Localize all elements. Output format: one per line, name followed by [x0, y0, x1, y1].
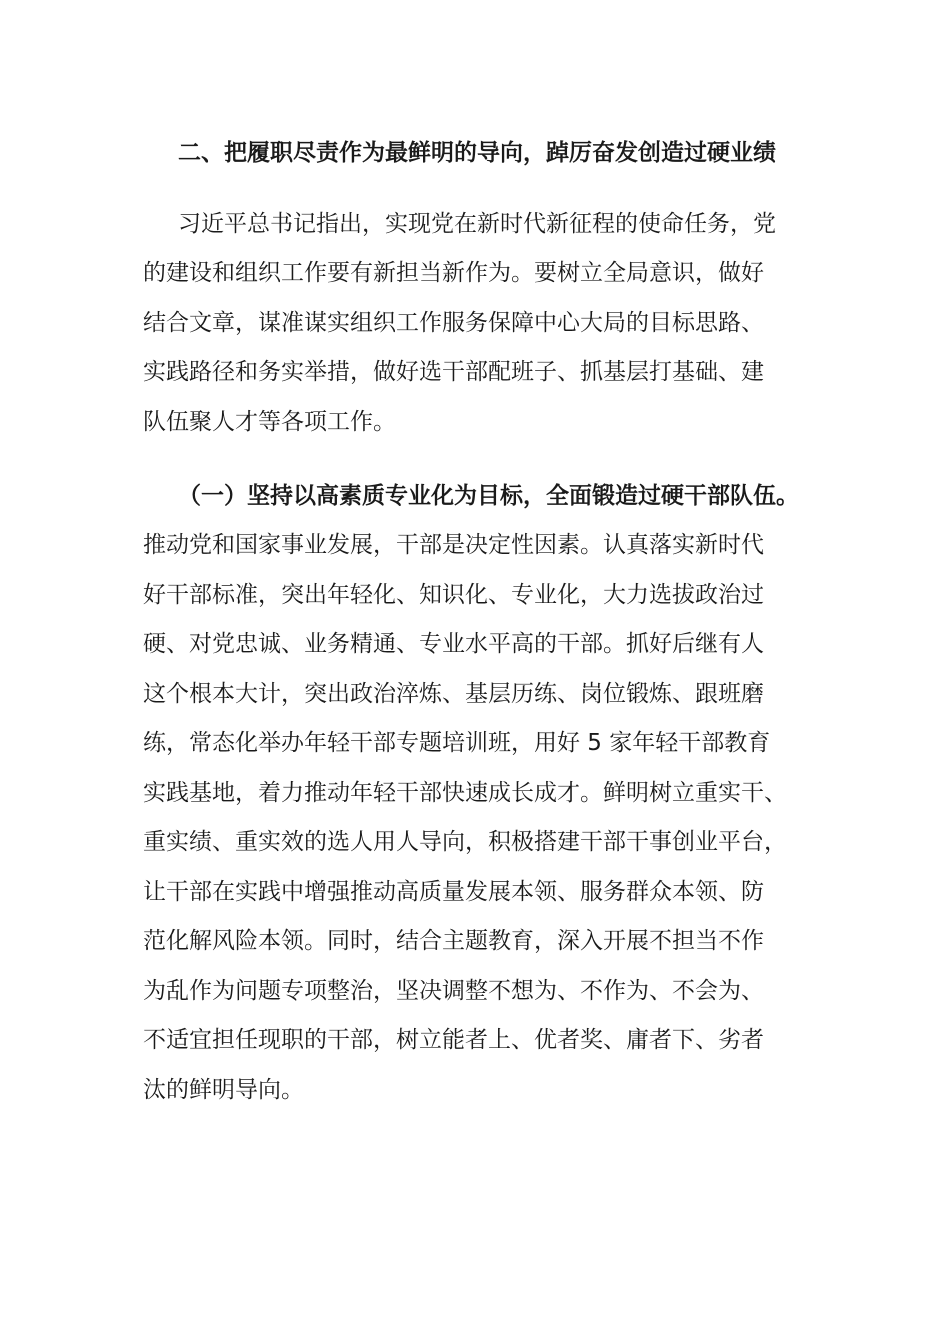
subheading: （一）坚持以高素质专业化为目标，全面锻造过硬干部队伍。: [178, 483, 799, 509]
paragraph-2-line: 范化解风险本领。同时，结合主题教育，深入开展不担当不作: [143, 928, 764, 954]
paragraph-2-line: 实践基地，着力推动年轻干部快速成长成才。鲜明树立重实干、: [143, 780, 787, 806]
paragraph-2-line: 练，常态化举办年轻干部专题培训班，用好 5 家年轻干部教育: [143, 730, 771, 756]
paragraph-2-line: 硬、对党忠诚、业务精通、专业水平高的干部。抓好后继有人: [143, 631, 764, 657]
paragraph-2-line: 推动党和国家事业发展，干部是决定性因素。认真落实新时代: [143, 532, 764, 558]
paragraph-2-line: 这个根本大计，突出政治淬炼、基层历练、岗位锻炼、跟班磨: [143, 681, 764, 707]
paragraph-2-line: 好干部标准，突出年轻化、知识化、专业化，大力选拔政治过: [143, 582, 764, 608]
paragraph-2-line: 重实绩、重实效的选人用人导向，积极搭建干部干事创业平台，: [143, 829, 787, 855]
paragraph-2-line: 不适宜担任现职的干部，树立能者上、优者奖、庸者下、劣者: [143, 1027, 764, 1053]
paragraph-1-line: 结合文章，谋准谋实组织工作服务保障中心大局的目标思路、: [143, 310, 764, 336]
paragraph-2-line: 让干部在实践中增强推动高质量发展本领、服务群众本领、防: [143, 879, 764, 905]
paragraph-1-line: 队伍聚人才等各项工作。: [143, 409, 396, 435]
paragraph-2-line: 为乱作为问题专项整治，坚决调整不想为、不作为、不会为、: [143, 978, 764, 1004]
paragraph-1-line: 实践路径和务实举措，做好选干部配班子、抓基层打基础、建: [143, 359, 764, 385]
section-heading: 二、把履职尽责作为最鲜明的导向，踔厉奋发创造过硬业绩: [178, 140, 776, 166]
paragraph-2-line: 汰的鲜明导向。: [143, 1077, 304, 1103]
paragraph-1-line: 习近平总书记指出，实现党在新时代新征程的使命任务，党: [178, 211, 776, 237]
paragraph-1-line: 的建设和组织工作要有新担当新作为。要树立全局意识，做好: [143, 260, 764, 286]
